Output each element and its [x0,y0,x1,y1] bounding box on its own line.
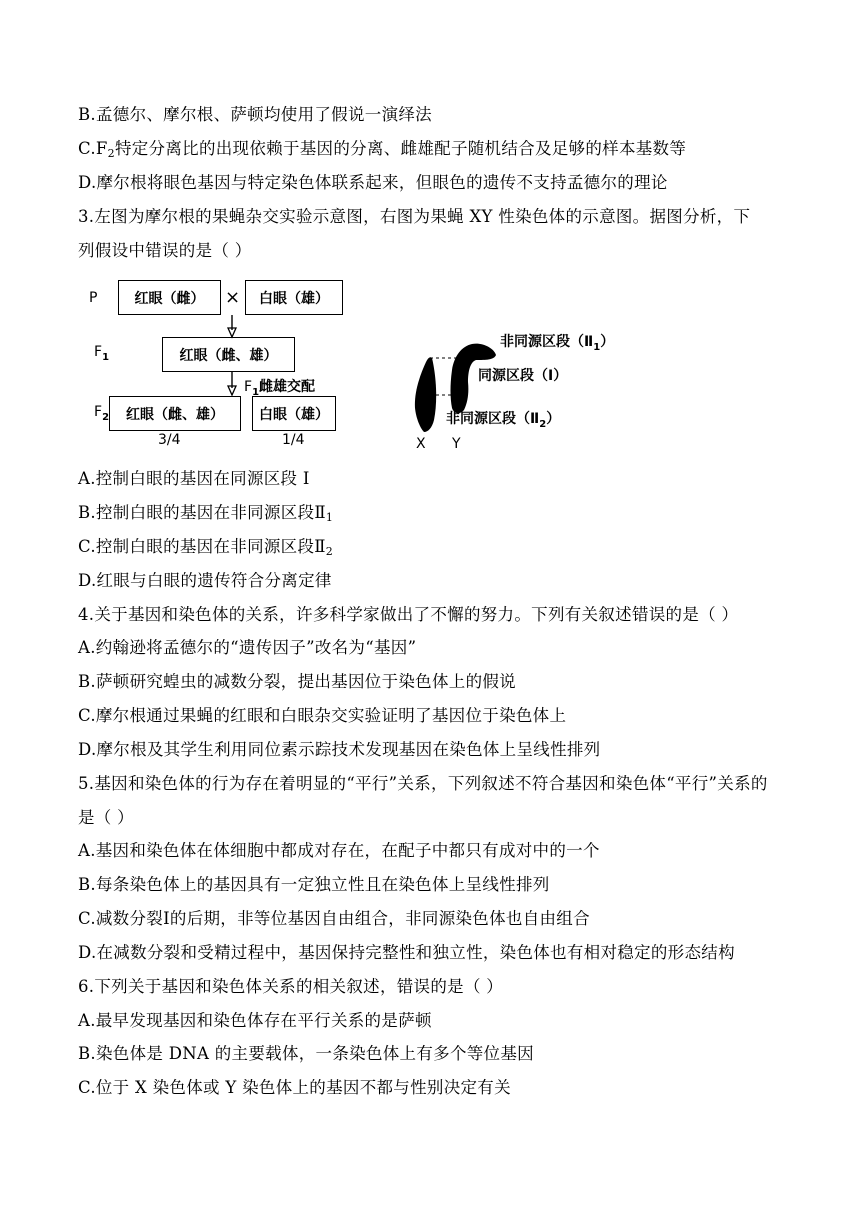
q5-stem-line1: 5.基因和染色体的行为存在着明显的“平行”关系，下列叙述不符合基因和染色体“平行”关系的 [78,774,768,793]
q4-option-b: B.萨顿研究蝗虫的减数分裂，提出基因位于染色体上的假说 [78,672,516,691]
f1-label-subscript: 1 [102,352,110,363]
nonhomologous-ii2-close: ） [546,411,561,427]
label-y: Y [452,436,461,452]
q3-option-b-subscript: 1 [325,511,334,524]
q5-option-d: D.在减数分裂和受精过程中，基因保持完整性和独立性，染色体也有相对稳定的形态结构 [78,943,735,962]
label-nonhomologous-ii1 [500,331,614,353]
q2-option-c-subscript: 2 [107,147,115,160]
nonhomologous-ii1-close: ） [600,334,615,350]
q2-option-c-text: 特定分离比的出现依赖于基因的分离、雌雄配子随机结合及足够的样本基数等 [114,139,687,158]
ratio-red: 3/4 [158,432,181,448]
q4-option-a: A.约翰逊将孟德尔的“遗传因子”改名为“基因” [78,638,417,657]
q4-option-d: D.摩尔根及其学生利用同位素示踪技术发现基因在染色体上呈线性排列 [78,740,601,759]
f2-red-box: 红眼（雌、雄） [109,396,241,431]
nonhomologous-ii2-text: 非同源区段（Ⅱ [446,411,540,427]
q3-stem-line2: 列假设中错误的是（ ） [78,241,252,260]
q5-option-b: B.每条染色体上的基因具有一定独立性且在染色体上呈线性排列 [78,875,550,894]
q4-stem: 4.关于基因和染色体的关系，许多科学家做出了不懈的努力。下列有关叙述错误的是（ ） [78,605,739,624]
nonhomologous-ii2-subscript: 2 [539,419,547,430]
f2-white-box: 白眼（雄） [252,396,336,431]
q3-option-b-text: B.控制白眼的基因在非同源区段Ⅱ [78,503,326,522]
cross-sign: × [225,287,241,308]
q5-option-a: A.基因和染色体在体细胞中都成对存在，在配子中都只有成对中的一个 [78,841,600,860]
q3-option-d: D.红眼与白眼的遗传符合分离定律 [78,571,332,590]
q6-option-a: A.最早发现基因和染色体存在平行关系的是萨顿 [78,1011,432,1030]
label-nonhomologous-ii2 [446,408,560,430]
q3-option-c-subscript: 2 [325,545,334,558]
q3-option-a: A.控制白眼的基因在同源区段 I [78,469,310,488]
xy-chromosome-drawing [0,0,860,460]
f1-mating-main: F [244,379,253,395]
q4-option-c: C.摩尔根通过果蝇的红眼和白眼杂交实验证明了基因位于染色体上 [78,706,567,725]
q3-option-c-text: C.控制白眼的基因在非同源区段Ⅱ [78,537,326,556]
q3-option-b [78,502,333,529]
q5-stem-line2: 是（ ） [78,808,134,827]
f1-mating-subscript: 1 [252,387,260,398]
q5-option-c: C.减数分裂Ⅰ的后期，非等位基因自由组合，非同源染色体也自由组合 [78,909,590,928]
q3-option-c [78,536,333,563]
f1-box: 红眼（雌、雄） [162,337,295,372]
p-male-box: 白眼（雄） [245,280,343,315]
generation-p-label: P [89,290,98,306]
q6-option-c: C.位于 X 染色体或 Y 染色体上的基因不都与性别决定有关 [78,1078,511,1097]
f1-mating-text: 雌雄交配 [259,379,316,395]
nonhomologous-ii1-text: 非同源区段（Ⅱ [500,334,594,350]
q6-stem: 6.下列关于基因和染色体关系的相关叙述，错误的是（ ） [78,977,504,996]
q2-option-d: D.摩尔根将眼色基因与特定染色体联系起来，但眼色的遗传不支持孟德尔的理论 [78,173,668,192]
label-homologous-i: 同源区段（Ⅰ） [478,368,568,384]
f1-label-main: F [94,344,103,360]
p-female-box: 红眼（雌） [118,280,221,315]
nonhomologous-ii1-subscript: 1 [593,342,601,353]
q2-option-b: B.孟德尔、摩尔根、萨顿均使用了假说一演绎法 [78,105,432,124]
q2-option-c-prefix: C.F [78,139,108,158]
q6-option-b: B.染色体是 DNA 的主要载体，一条染色体上有多个等位基因 [78,1044,534,1063]
ratio-white: 1/4 [282,432,305,448]
q3-stem-line1: 3.左图为摩尔根的果蝇杂交实验示意图，右图为果蝇 XY 性染色体的示意图。据图分析，下 [78,207,751,226]
f2-label-subscript: 2 [102,412,110,423]
label-x: X [416,436,426,452]
f2-label-main: F [94,404,103,420]
